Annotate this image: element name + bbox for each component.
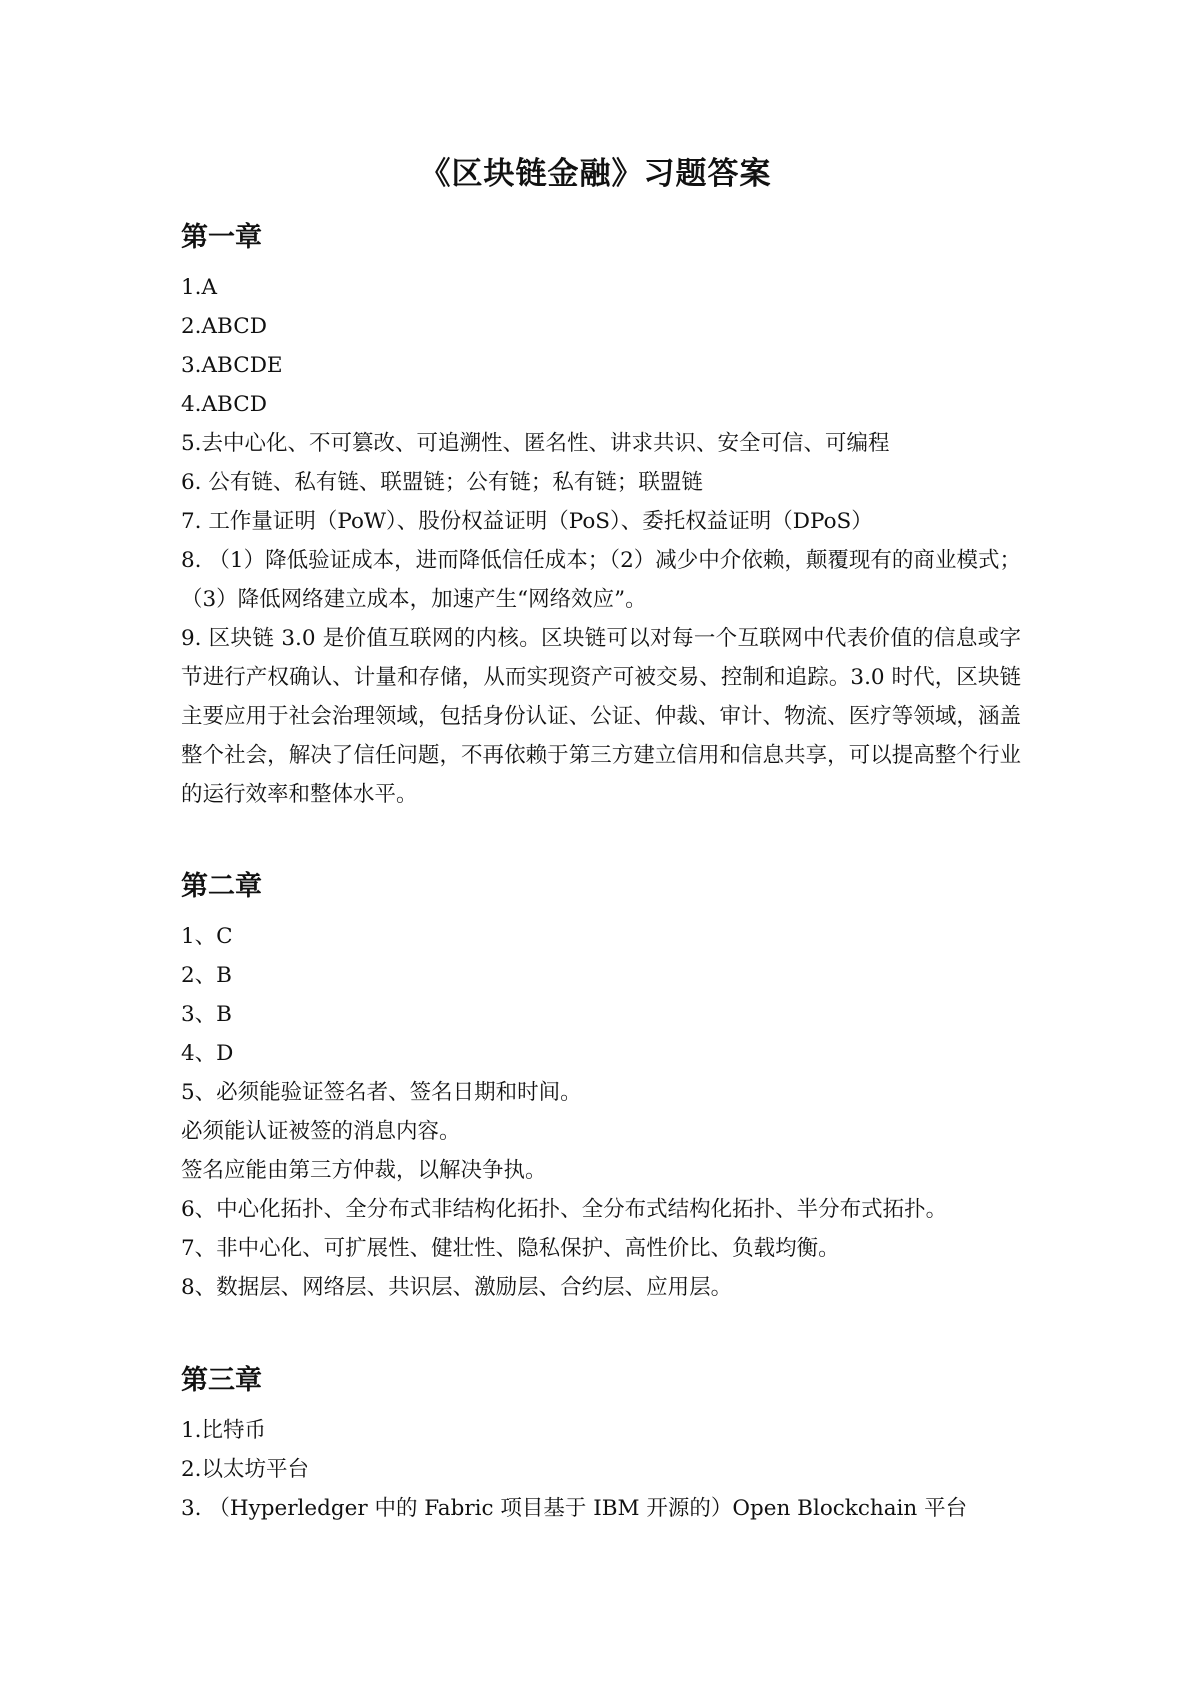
chapter-title: 第一章	[181, 222, 262, 253]
answer-item: 签名应能由第三方仲裁，以解决争执。	[181, 1158, 547, 1183]
answer-item: 1.A	[181, 275, 218, 300]
answer-item: 1、C	[181, 924, 233, 949]
answer-item: 7. 工作量证明（PoW）、股份权益证明（PoS）、委托权益证明（DPoS）	[181, 509, 873, 534]
answer-item: 8、数据层、网络层、共识层、激励层、合约层、应用层。	[181, 1275, 733, 1300]
chapter-2-section	[181, 869, 1021, 1307]
answer-item: 5.去中心化、不可篡改、可追溯性、匿名性、讲求共识、安全可信、可编程	[181, 431, 890, 456]
answer-list	[181, 917, 1021, 1307]
chapter-1-section	[181, 220, 1021, 814]
answer-item: 3. （Hyperledger 中的 Fabric 项目基于 IBM 开源的）Open Blockchain 平台	[181, 1496, 968, 1521]
answer-item: 6、中心化拓扑、全分布式非结构化拓扑、全分布式结构化拓扑、半分布式拓扑。	[181, 1197, 948, 1222]
chapter-title: 第二章	[181, 871, 262, 902]
answer-item: 6. 公有链、私有链、联盟链；公有链；私有链；联盟链	[181, 470, 703, 495]
answer-item: 2、B	[181, 963, 232, 988]
answer-item: 3、B	[181, 1002, 232, 1027]
document-title: 《区块链金融》习题答案	[419, 156, 772, 192]
answer-list	[181, 268, 1021, 814]
answer-item: 8. （1）降低验证成本，进而降低信任成本；（2）减少中介依赖，颠覆现有的商业模式；（3）降低网络建立成本，加速产生“网络效应”。	[181, 548, 1021, 612]
answer-item: 5、必须能验证签名者、签名日期和时间。	[181, 1080, 582, 1105]
answer-item: 1.比特币	[181, 1418, 267, 1443]
answer-item: 9. 区块链 3.0 是价值互联网的内核。区块链可以对每一个互联网中代表价值的信息或字节进行产权确认、计量和存储，从而实现资产可被交易、控制和追踪。3.0 时代，区块链主要应用于社会治理领域，包括身份认证、公证、仲裁、审计、物流、医疗等领域，涵盖整个社会，解决了信任问题，不再依赖于第三方建立信用和信息共享，可以提高整个行业的运行效率和整体水平。	[181, 626, 1021, 807]
answer-item: 必须能认证被签的消息内容。	[181, 1119, 461, 1144]
chapter-title: 第三章	[181, 1365, 262, 1396]
chapter-3-section	[181, 1363, 1021, 1528]
answer-item: 2.以太坊平台	[181, 1457, 310, 1482]
answer-item: 2.ABCD	[181, 314, 267, 339]
answer-list	[181, 1411, 1021, 1528]
answer-item: 4、D	[181, 1041, 234, 1066]
answer-item: 4.ABCD	[181, 392, 267, 417]
answer-item: 7、非中心化、可扩展性、健壮性、隐私保护、高性价比、负载均衡。	[181, 1236, 840, 1261]
answer-item: 3.ABCDE	[181, 353, 283, 378]
